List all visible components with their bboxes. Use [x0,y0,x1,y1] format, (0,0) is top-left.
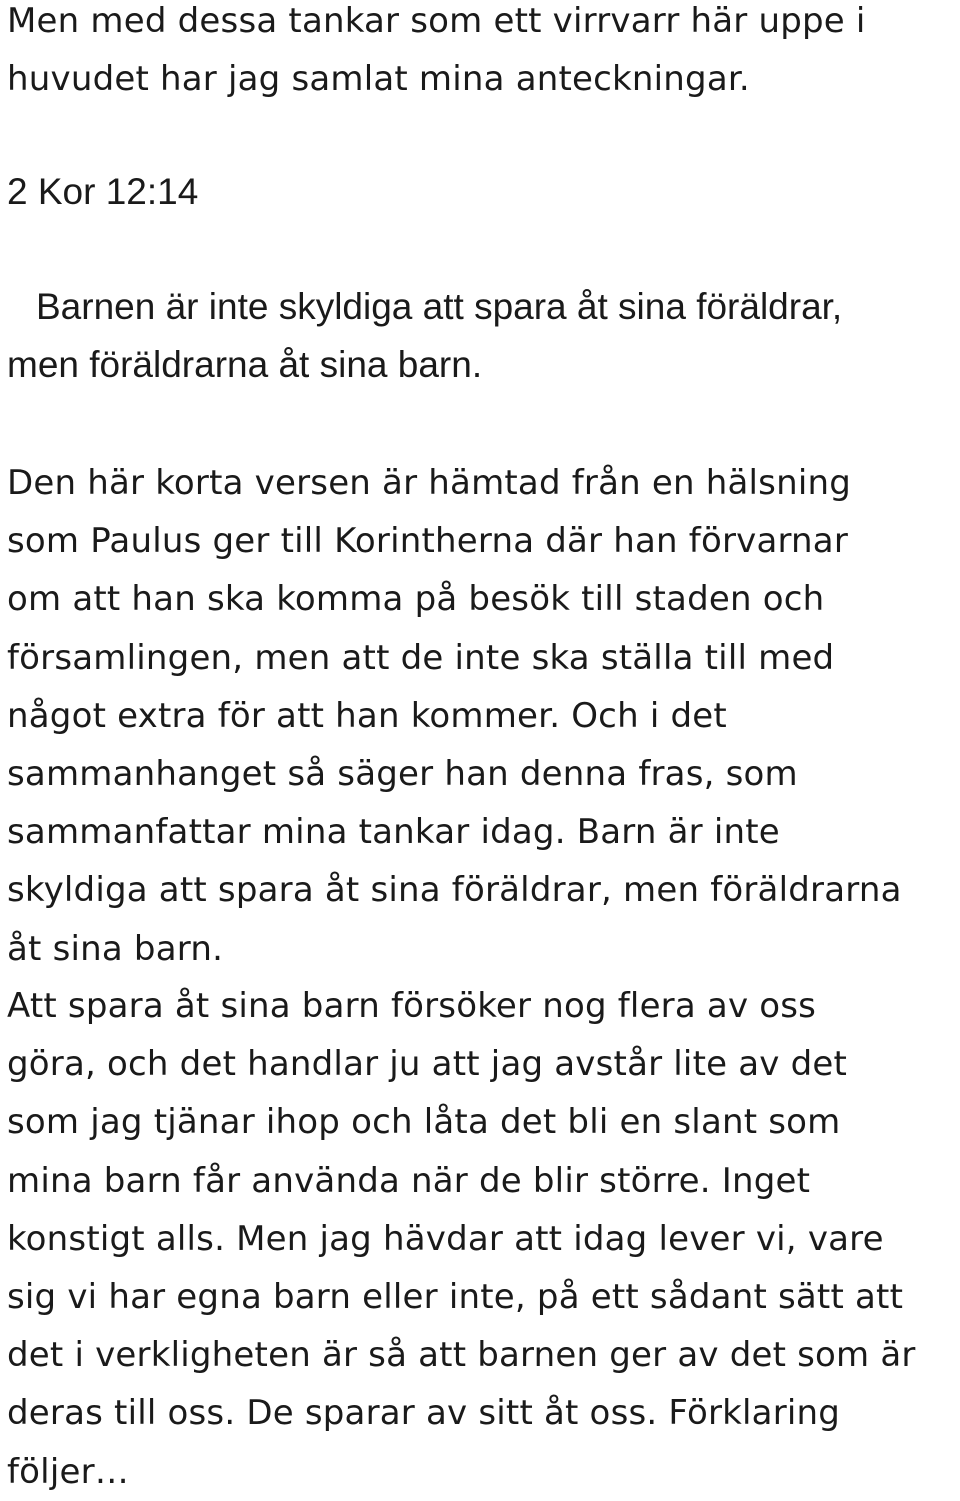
body-paragraph-2 [7,977,916,1501]
text-line: som jag tjänar ihop och låta det bli en slant som [7,1102,841,1143]
text-line: göra, och det handlar ju att jag avstår lite av det [7,1044,848,1085]
quote-line: Barnen är inte skyldiga att spara åt sina föräldrar, [36,286,843,327]
text-line: skyldiga att spara åt sina föräldrar, men föräldrarna [7,870,902,911]
text-line: som Paulus ger till Korintherna där han förvarnar [7,521,849,562]
text-line: åt sina barn. [7,928,224,969]
text-line: Att spara åt sina barn försöker nog flera av oss [7,986,817,1026]
text-line: konstigt alls. Men jag hävdar att idag lever vi, vare [7,1218,884,1259]
text-line: deras till oss. De sparar av sitt åt oss. Förklaring [7,1393,841,1434]
text-line: Den här korta versen är hämtad från en hälsning [7,463,852,503]
text-line: sig vi har egna barn eller inte, på ett sådant sätt att [7,1277,904,1318]
text-line: huvudet har jag samlat mina anteckningar. [7,59,750,99]
text-line: församlingen, men att de inte ska ställa till med [7,637,835,678]
intro-paragraph [7,0,866,108]
text-line: följer… [7,1451,129,1492]
bible-reference: 2 Kor 12:14 [7,171,199,212]
text-line: Men med dessa tankar som ett virrvarr här uppe i [7,1,866,41]
bible-quote [7,278,842,394]
text-line: något extra för att han kommer. Och i det [7,695,727,736]
text-line: sammanfattar mina tankar idag. Barn är inte [7,812,780,853]
text-line: mina barn får använda när de blir större. Inget [7,1160,811,1201]
text-line: sammanhanget så säger han denna fras, som [7,754,798,795]
quote-line: men föräldrarna åt sina barn. [7,344,483,385]
text-line: det i verkligheten är så att barnen ger av det som är [7,1335,916,1376]
text-line: om att han ska komma på besök till staden och [7,579,825,620]
body-paragraph-1 [7,454,902,978]
